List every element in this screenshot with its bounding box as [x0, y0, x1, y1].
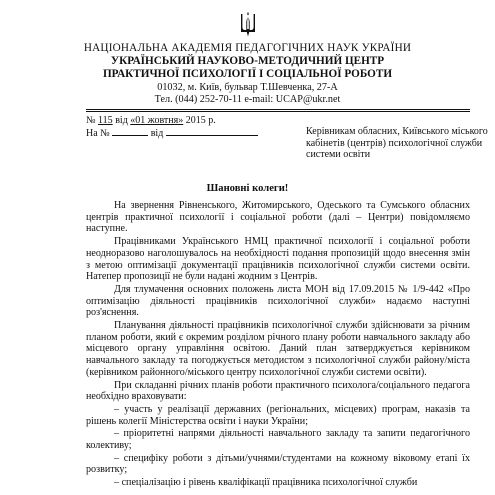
reply-number-blank	[112, 126, 148, 136]
postal-address: 01032, м. Київ, бульвар Т.Шевченка, 27-А	[157, 82, 338, 93]
greeting: Шановні колеги!	[206, 183, 289, 194]
letter-body	[86, 200, 470, 490]
center-name-line1: УКРАЇНСЬКИЙ НАУКОВО-МЕТОДИЧНИЙ ЦЕНТР	[110, 55, 385, 67]
ref-date: «01 жовтня»	[130, 115, 184, 126]
contact-info: Тел. (044) 252-70-11 e-mail: UCAP@ukr.net	[154, 94, 341, 105]
ref-year: 2015 р.	[185, 115, 216, 126]
paragraph: При складанні річних планів роботи практичного психолога/соціального педагога необхідно враховувати:	[86, 379, 470, 403]
list-item: – участь у реалізації державних (регіональних, місцевих) програм, наказів та рішень колегії Міністерства освіти і науки України;	[86, 403, 470, 427]
outgoing-reference	[86, 115, 216, 126]
academy-name: НАЦІОНАЛЬНА АКАДЕМІЯ ПЕДАГОГІЧНИХ НАУК УКРАЇНИ	[83, 42, 412, 54]
reply-no-label: На №	[86, 128, 110, 139]
list-item: – спеціалізацію і рівень кваліфікації працівника психологічної служби	[114, 477, 418, 489]
paragraph: Планування діяльності працівників психологічної служби здійснювати за річним планом роботи, який є окремим розділом річного плану роботи навчального закладу або місцевого органу управління освітою. Даний план затверджується керівником навчального закладу та погоджується методистом з психологічної служби району/міста (керівником районного/міського центру психологічної служби системи освіти).	[86, 320, 470, 378]
reply-date-blank	[166, 126, 258, 136]
paragraph: Працівниками Українського НМЦ практичної психології і соціальної роботи неодноразово наголошувалось на необхідності подання пропозицій щодо внесення змін з метою оптимізації документації працівників психологічної служби системи освіти. Натепер пропозиції не були надані жодним з Центрів.	[86, 236, 470, 283]
ref-no-label: №	[86, 115, 96, 126]
trident-emblem-icon	[240, 12, 256, 38]
incoming-reference	[86, 126, 258, 139]
reply-from-label: від	[150, 128, 164, 139]
list-item: – пріоритетні напрями діяльності навчального закладу та запити педагогічного колективу;	[86, 428, 470, 452]
ref-from-label: від	[115, 115, 128, 126]
list-item: – специфіку роботи з дітьми/учнями/студентами на кожному віковому етапі їх розвитку;	[86, 452, 470, 476]
ref-number: 115	[98, 115, 113, 126]
header-rule-thin	[86, 109, 470, 110]
header-rule-thick	[86, 111, 470, 112]
center-name-line2: ПРАКТИЧНОЇ ПСИХОЛОГІЇ І СОЦІАЛЬНОЇ РОБОТИ	[102, 68, 393, 80]
paragraph: На звернення Рівненського, Житомирського, Одеського та Сумського обласних центрів практичної психології і соціальної роботи (далі – Центри) повідомляємо наступне.	[86, 200, 470, 235]
addressee: Керівникам обласних, Київського міського кабінетів (центрів) психологічної служби системи освіти	[306, 126, 488, 161]
paragraph: Для тлумачення основних положень листа МОН від 17.09.2015 № 1/9-442 «Про оптимізацію діяльності працівників психологічної служби» надаємо наступні роз'яснення.	[86, 283, 470, 319]
